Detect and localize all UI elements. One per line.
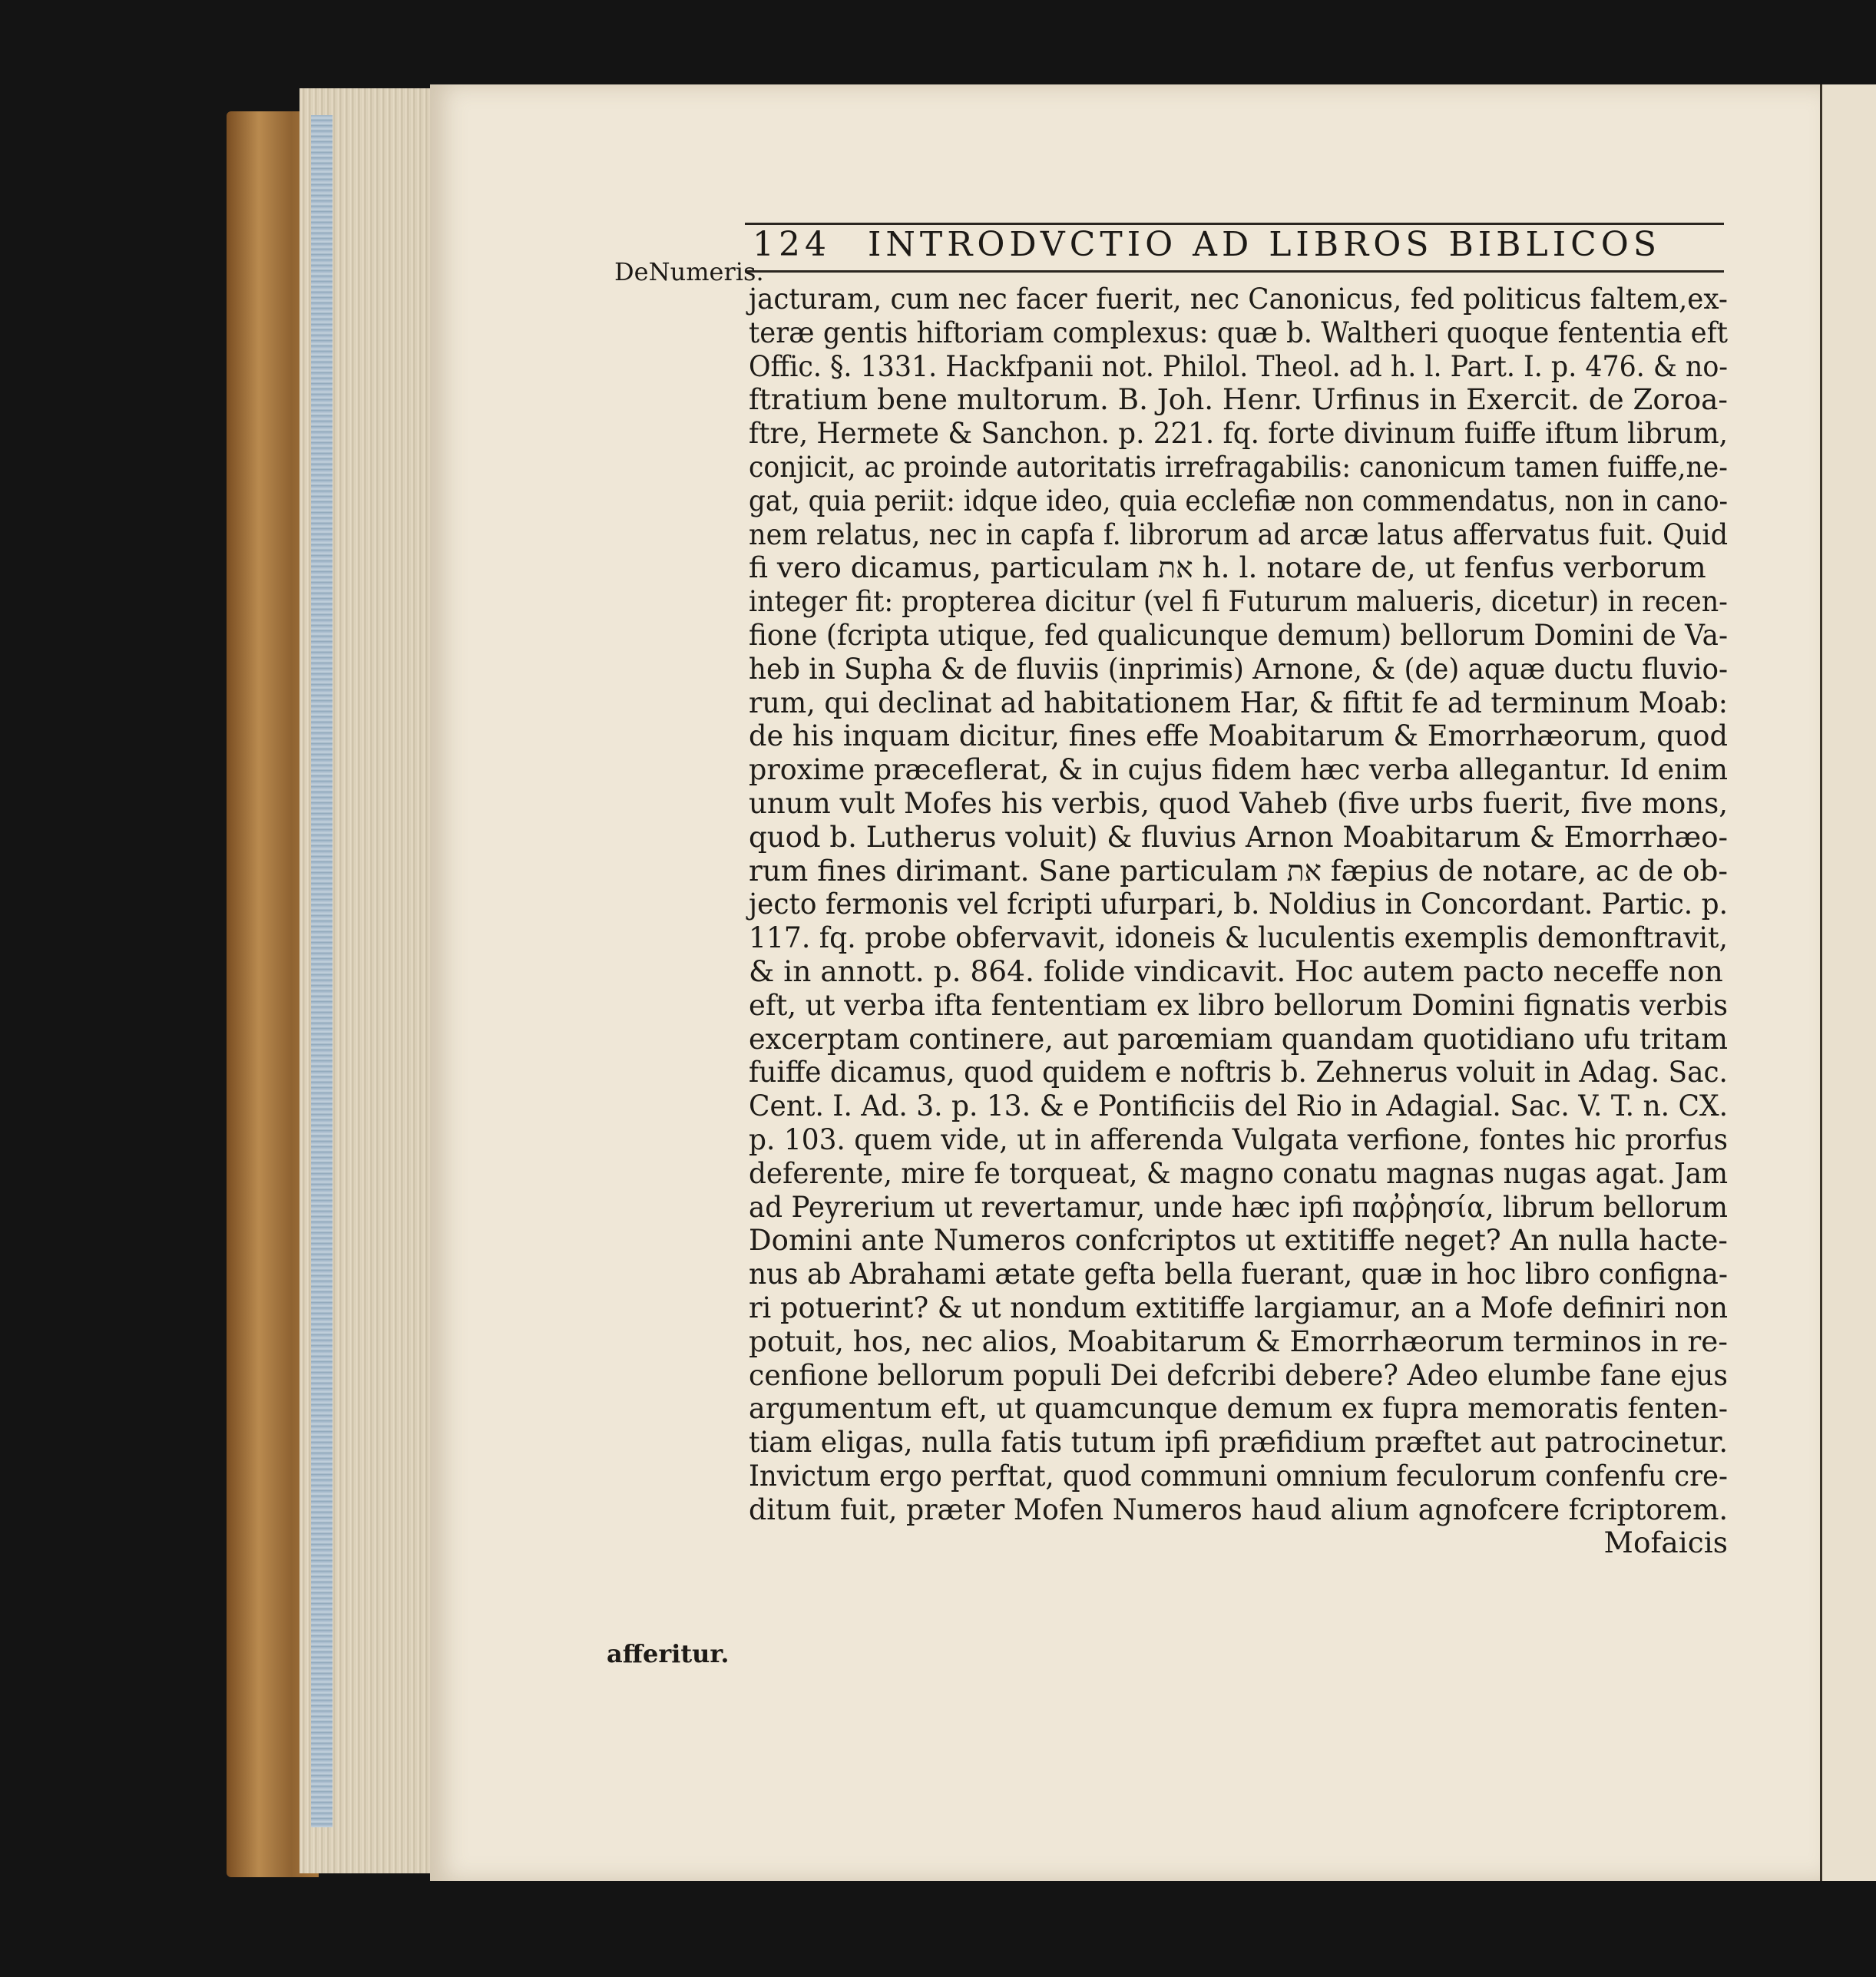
text-line: fione (fcripta utique, fed qualicunque demum) bellorum Domini de Va- [749,617,1729,652]
text-line: Cent. I. Ad. 3. p. 13. & e Pontificiis del Rio in Adagial. Sac. V. T. n. CX. [749,1089,1729,1123]
running-title: INTRODVCTIO AD LIBROS BIBLICOS [868,225,1661,264]
text-line: Offic. §. 1331. Hackfpanii not. Philol. Theol. ad h. l. Part. I. p. 476. & no- [749,349,1729,383]
text-line: gat, quia periit: idque ideo, quia ecclefiæ non commendatus, non in cano- [749,483,1729,517]
text-line: eft, ut verba ifta fententiam ex libro bellorum Domini fignatis verbis [749,987,1729,1022]
body-text [749,283,1728,1560]
text-line: unum vult Mofes his verbis, quod Vaheb (five urbs fuerit, five mons, [749,785,1728,820]
text-line: 117. fq. probe obfervavit, idoneis & luculentis exemplis demonftravit, [749,921,1728,955]
text-line: jecto fermonis vel fcripti ufurpari, b. Noldius in Concordant. Partic. p. [749,887,1729,921]
text-line: fuiffe dicamus, quod quidem e noftris b. Zehnerus voluit in Adag. Sac. [749,1055,1728,1089]
text-line: nus ab Abrahami ætate gefta bella fuerant, quæ in hoc libro configna- [749,1257,1728,1291]
text-line: argumentum eft, ut quamcunque demum ex fupra memoratis fenten- [749,1391,1729,1426]
text-line: proxime præceflerat, & in cujus fidem hæc verba allegantur. Id enim [749,752,1728,787]
text-line: rum fines dirimant. Sane particulam את fæpius de notare, ac de ob- [749,853,1729,888]
text-line: tiam eligas, nulla fatis tutum ipfi præfidium præftet aut patrocinetur. [749,1425,1728,1460]
text-line: nem relatus, nec in capfa f. librorum ad arcæ latus affervatus fuit. Quid [749,517,1729,551]
text-line: ad Peyrerium ut revertamur, unde hæc ipfi παῤῥησία, librum bellorum [749,1189,1728,1224]
text-line: ftre, Hermete & Sanchon. p. 221. fq. forte divinum fuiffe iftum librum, [749,416,1729,451]
running-head [753,219,1728,266]
text-line: & in annott. p. 864. folide vindicavit. Hoc autem pacto neceffe non [749,954,1723,988]
text-line: rum, qui declinat ad habitationem Har, & fiftit fe ad terminum Moab: [749,685,1728,719]
next-page-edge [1820,84,1876,1881]
spine-strip [311,115,333,1827]
text-line: deferente, mire fe torqueat, & magno conatu magnas nugas agat. Jam [749,1155,1729,1190]
text-line: jacturam, cum nec facer fuerit, nec Canonicus, fed politicus faltem,ex- [749,282,1728,316]
text-line: ri potuerint? & ut nondum extitiffe largiamur, an a Mofe definiri non [749,1290,1728,1324]
margin-note-de-numeris: DeNumeris. [614,257,764,286]
text-line: potuit, hos, nec alios, Moabitarum & Emorrhæorum terminos in re- [749,1324,1728,1358]
margin-note-afferitur: afferitur. [607,1639,730,1668]
text-line: integer fit: propterea dicitur (vel fi Futurum malueris, dicetur) in recen- [749,584,1728,619]
text-line: teræ gentis hiftoriam complexus: quæ b. Waltheri quoque fententia eft [749,315,1729,349]
text-line: p. 103. quem vide, ut in afferenda Vulgata verfione, fontes hic prorfus [749,1122,1729,1156]
catchword: Mofaicis [1603,1526,1728,1560]
header-bottom-rule [745,270,1724,273]
page-number: 124 [753,225,831,264]
text-line: cenfione bellorum populi Dei defcribi debere? Adeo elumbe fane ejus [749,1357,1729,1392]
text-line: de his inquam dicitur, fines effe Moabitarum & Emorrhæorum, quod [749,719,1728,753]
text-line: Invictum ergo perftat, quod communi omnium feculorum confenfu cre- [749,1458,1728,1493]
text-line: ditum fuit, præter Mofen Numeros haud alium agnofcere fcriptorem. [749,1492,1729,1526]
text-line: ftratium bene multorum. B. Joh. Henr. Urfinus in Exercit. de Zoroa- [749,382,1729,417]
text-line: quod b. Lutherus voluit) & fluvius Arnon Moabitarum & Emorrhæo- [749,819,1729,854]
text-line: conjicit, ac proinde autoritatis irrefragabilis: canonicum tamen fuiffe,ne- [749,449,1728,484]
text-line: excerptam continere, aut parœmiam quandam quotidiano ufu tritam [749,1021,1729,1056]
text-line: fi vero dicamus, particulam את h. l. notare de, ut fenfus verborum [749,550,1706,585]
text-line: Domini ante Numeros confcriptos ut extitiffe neget? An nulla hacte- [749,1223,1728,1258]
text-line: heb in Supha & de fluviis (inprimis) Arnone, & (de) aquæ ductu fluvio- [749,651,1729,686]
